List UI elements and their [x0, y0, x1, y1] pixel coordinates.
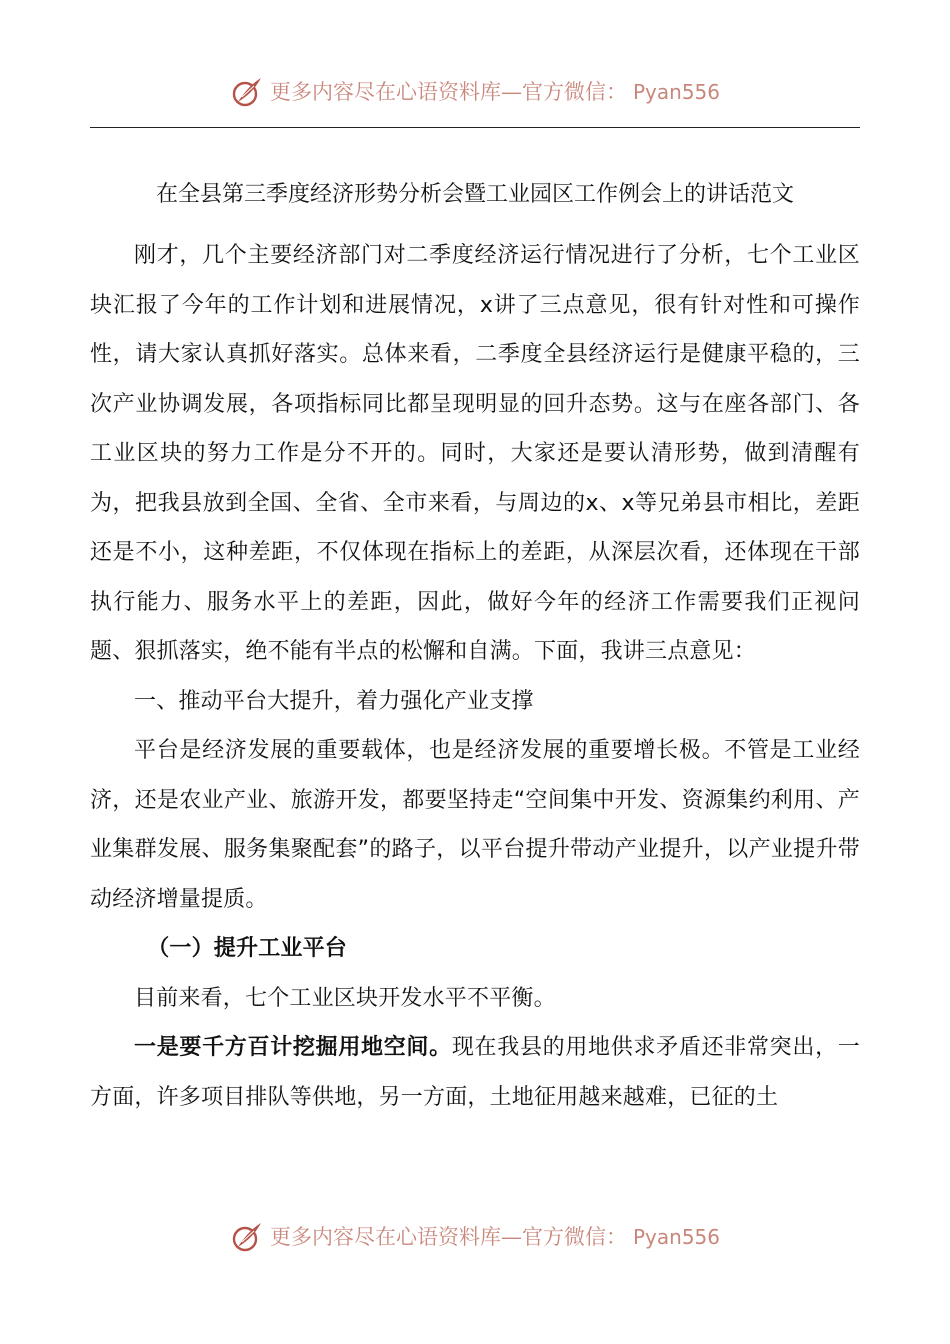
subsection-heading-1: （一）提升工业平台	[147, 936, 347, 961]
watermark-contact: Pyan556	[632, 1225, 720, 1249]
watermark-text: 更多内容尽在心语资料库—官方微信：	[269, 80, 627, 104]
quill-logo-icon	[230, 1220, 264, 1254]
paragraph-platform: 平台是经济发展的重要载体，也是经济发展的重要增长极。不管是工业经济，还是农业产业、旅游开发，都要坚持走“空间集中开发、资源集约利用、产业集群发展、服务集聚配套”的路子，以平台提升带动产业提升，以产业提升带动经济增量提质。	[90, 738, 860, 912]
paragraph-rest: 现在我县的用地供求矛盾还非常突出，一方面，许多项目排队等供地，另一方面，土地征用越来越难，已征的土	[90, 1035, 860, 1110]
document-body	[90, 231, 860, 1122]
paragraph-lead-bold: 一是要千方百计挖掘用地空间。	[134, 1035, 452, 1060]
header-divider	[90, 127, 860, 128]
quill-logo-icon	[230, 75, 264, 109]
watermark-contact: Pyan556	[632, 80, 720, 104]
header-watermark	[0, 75, 950, 109]
watermark-text: 更多内容尽在心语资料库—官方微信：	[269, 1225, 627, 1249]
section-heading-1: 一、推动平台大提升，着力强化产业支撑	[134, 688, 534, 714]
paragraph-intro: 刚才，几个主要经济部门对二季度经济运行情况进行了分析，七个工业区块汇报了今年的工作计划和进展情况，x讲了三点意见，很有针对性和可操作性，请大家认真抓好落实。总体来看，二季度全县经济运行是健康平稳的，三次产业协调发展，各项指标同比都呈现明显的回升态势。这与在座各部门、各工业区块的努力工作是分不开的。同时，大家还是要认清形势，做到清醒有为，把我县放到全国、全省、全市来看，与周边的x、x等兄弟县市相比，差距还是不小，这种差距，不仅体现在指标上的差距，从深层次看，还体现在干部执行能力、服务水平上的差距，因此，做好今年的经济工作需要我们正视问题、狠抓落实，绝不能有半点的松懈和自满。下面，我讲三点意见：	[90, 243, 860, 664]
paragraph-land-space	[90, 1023, 860, 1122]
paragraph-industrial-blocks: 目前来看，七个工业区块开发水平不平衡。	[134, 985, 556, 1011]
document-title: 在全县第三季度经济形势分析会暨工业园区工作例会上的讲话范文	[155, 182, 794, 207]
footer-watermark	[0, 1220, 950, 1254]
